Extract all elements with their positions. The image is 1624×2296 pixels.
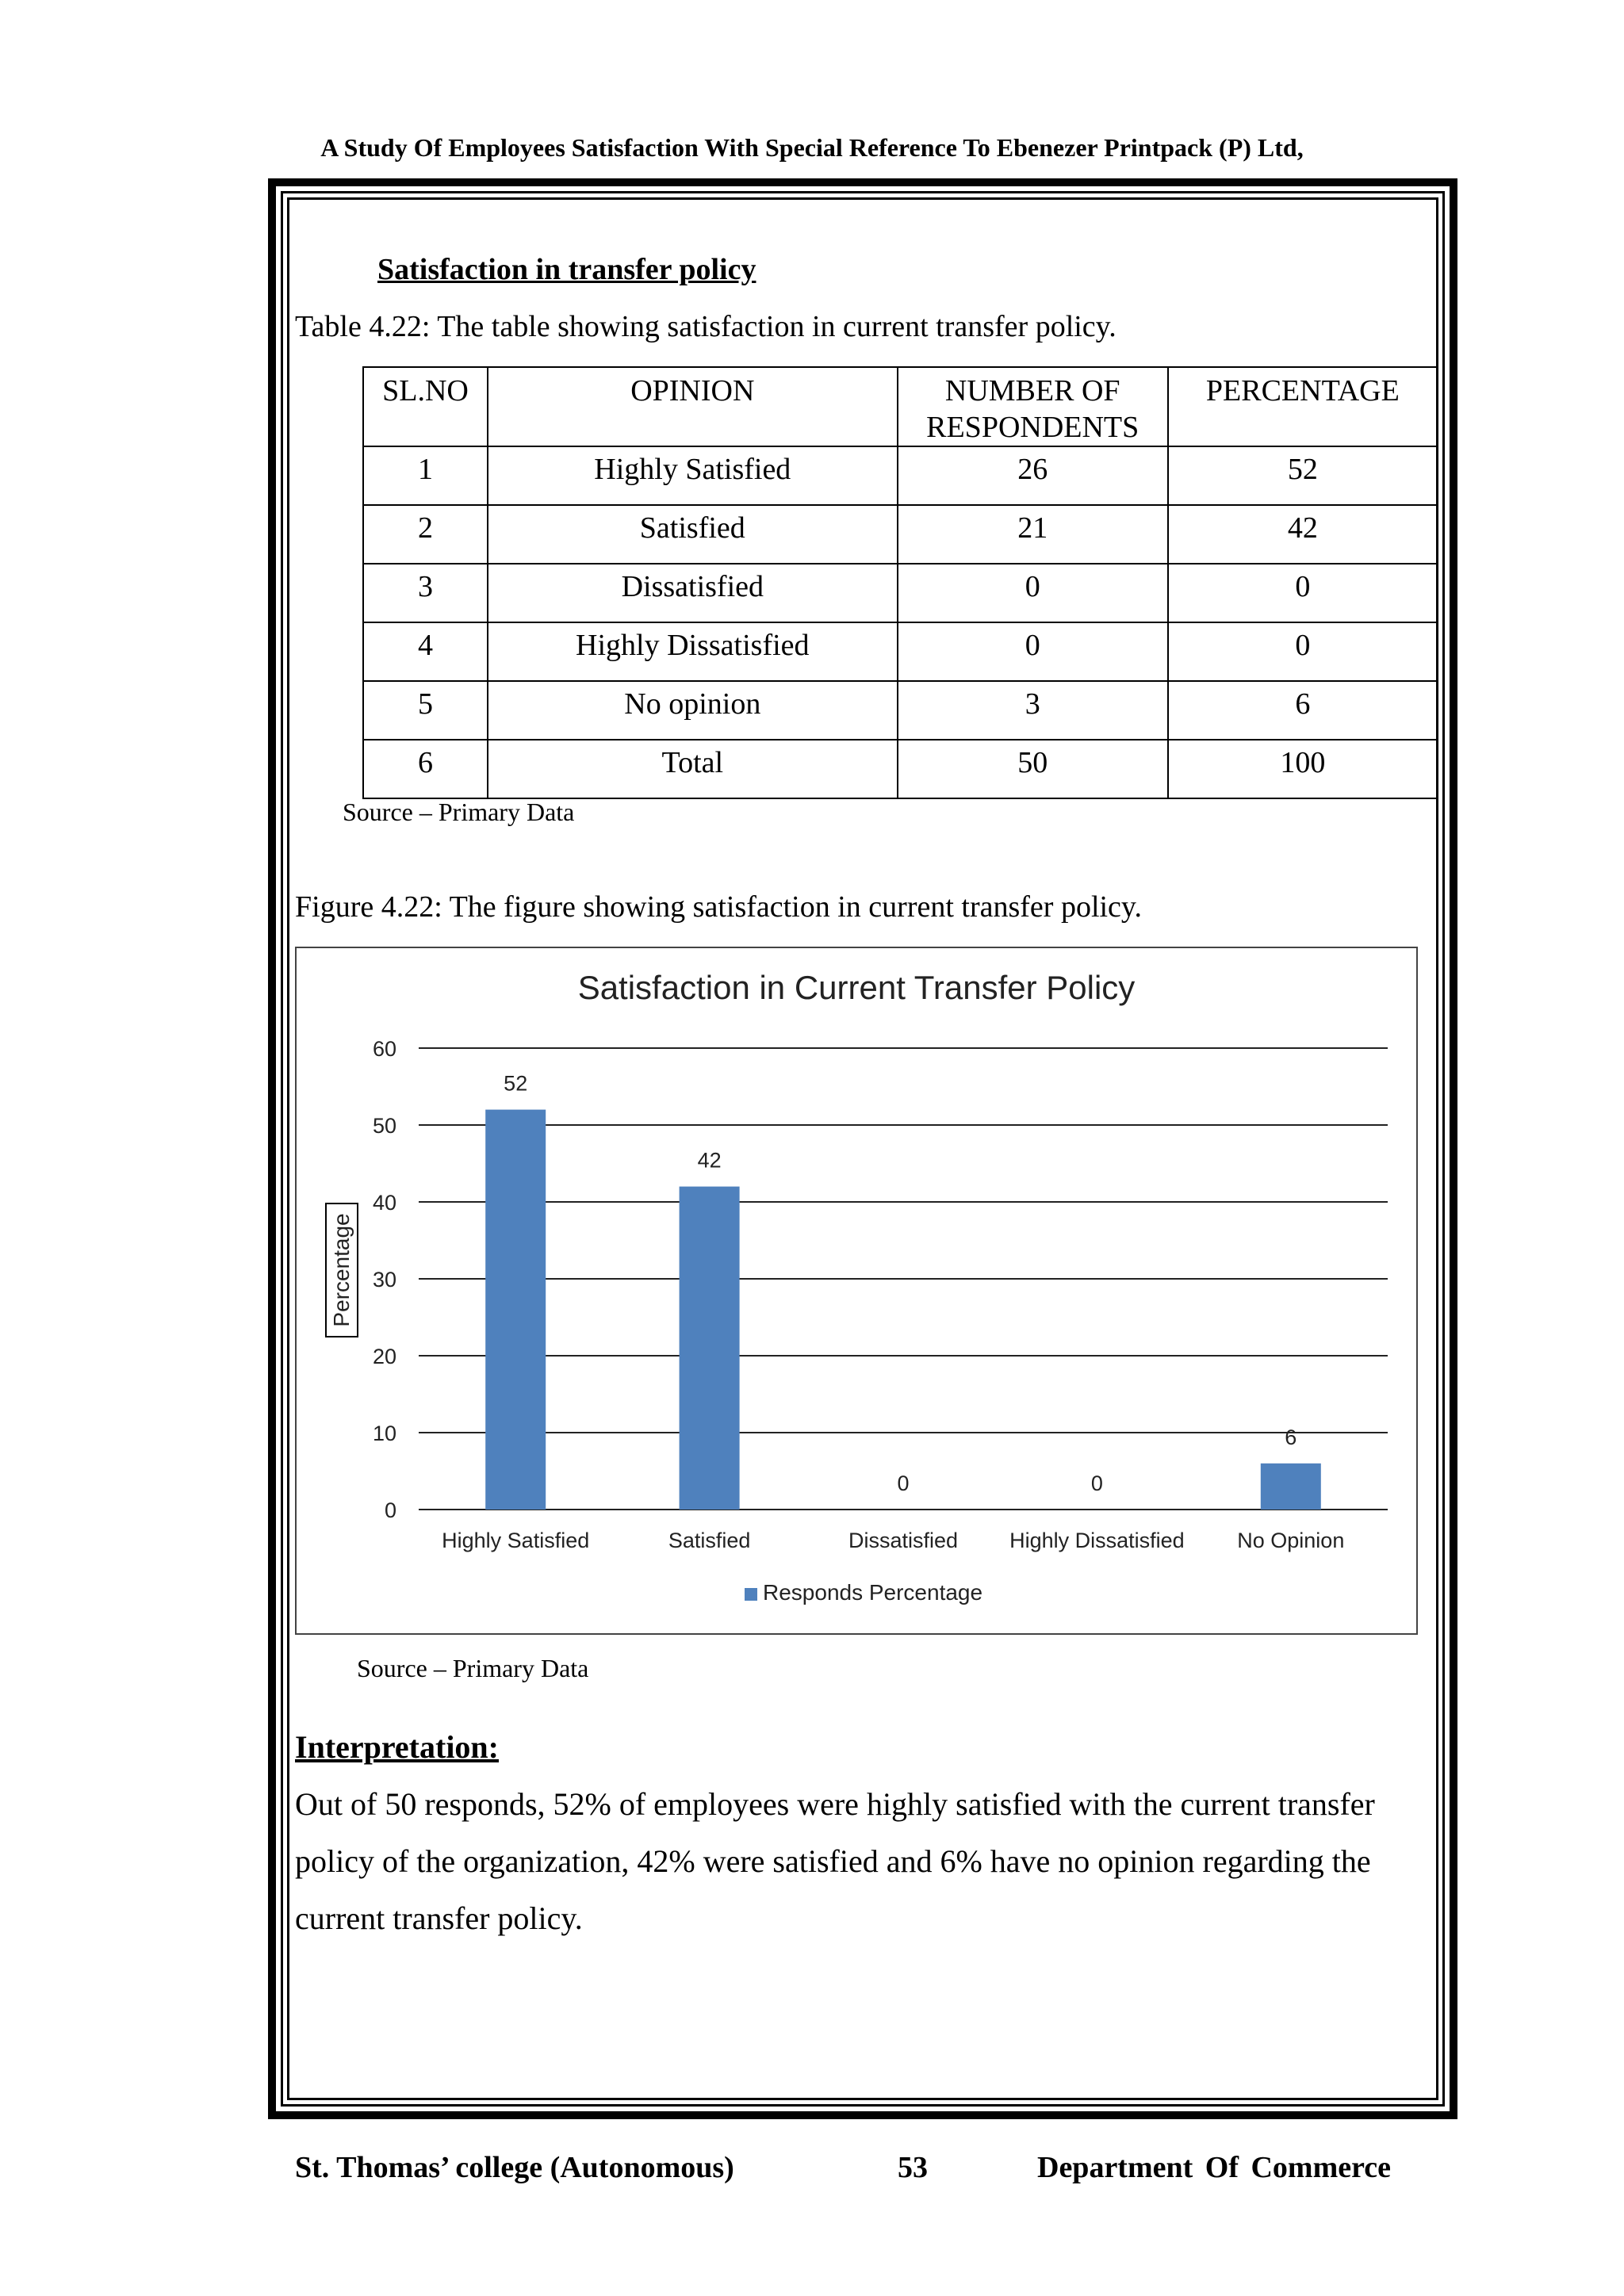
header-respondents: NUMBER OF RESPONDENTS xyxy=(898,367,1168,446)
table-source: Source – Primary Data xyxy=(343,798,575,826)
table-row xyxy=(363,622,1438,681)
cell-respondents: 0 xyxy=(898,622,1168,681)
interpretation-text: Out of 50 responds, 52% of employees were highly satisfied with the current transfer policy of the organization, 42% were satisfied and 6% have no opinion regarding the current transfer policy. xyxy=(295,1786,1375,1936)
cell-percentage: 0 xyxy=(1168,622,1438,681)
cell-opinion: No opinion xyxy=(488,681,898,740)
y-tick-label: 60 xyxy=(372,1037,396,1061)
cell-opinion: Dissatisfied xyxy=(488,564,898,622)
table-header-row xyxy=(363,367,1438,446)
cell-percentage: 42 xyxy=(1168,505,1438,564)
cell-percentage: 0 xyxy=(1168,564,1438,622)
x-tick-label: Highly Dissatisfied xyxy=(1009,1529,1185,1552)
cell-opinion: Highly Dissatisfied xyxy=(488,622,898,681)
data-label: 52 xyxy=(504,1071,528,1096)
table-row xyxy=(363,564,1438,622)
cell-respondents: 0 xyxy=(898,564,1168,622)
x-tick-label: Satisfied xyxy=(668,1529,751,1552)
table-row xyxy=(363,740,1438,798)
data-label: 42 xyxy=(697,1148,722,1173)
data-label: 0 xyxy=(1090,1471,1103,1495)
bar xyxy=(680,1187,740,1510)
y-axis-title xyxy=(326,1203,358,1337)
footer-college: St. Thomas’ college (Autonomous) xyxy=(295,2151,734,2184)
chart-data-labels xyxy=(504,1072,1297,1495)
y-axis-label: Percentage xyxy=(329,1213,354,1327)
bar xyxy=(1261,1464,1321,1510)
cell-respondents: 50 xyxy=(898,740,1168,798)
y-tick-label: 30 xyxy=(372,1268,396,1292)
cell-sl: 6 xyxy=(363,740,488,798)
legend-swatch xyxy=(745,1588,757,1601)
header-sl-no: SL.NO xyxy=(363,367,488,446)
cell-respondents: 3 xyxy=(898,681,1168,740)
bar-chart xyxy=(297,948,1416,1633)
interpretation-heading: Interpretation: xyxy=(295,1729,499,1765)
table-row xyxy=(363,446,1438,505)
x-tick-label: No Opinion xyxy=(1237,1529,1345,1552)
table-row xyxy=(363,505,1438,564)
cell-sl: 1 xyxy=(363,446,488,505)
cell-sl: 3 xyxy=(363,564,488,622)
legend-label: Responds Percentage xyxy=(763,1580,983,1605)
bar xyxy=(485,1110,546,1510)
cell-respondents: 21 xyxy=(898,505,1168,564)
header-opinion: OPINION xyxy=(488,367,898,446)
figure-caption: Figure 4.22: The figure showing satisfaction in current transfer policy. xyxy=(295,890,1142,924)
cell-opinion: Satisfied xyxy=(488,505,898,564)
cell-percentage: 52 xyxy=(1168,446,1438,505)
cell-opinion: Total xyxy=(488,740,898,798)
opinion-table xyxy=(362,366,1438,799)
cell-respondents: 26 xyxy=(898,446,1168,505)
chart-container xyxy=(295,947,1418,1635)
running-header: A Study Of Employees Satisfaction With Special Reference To Ebenezer Printpack (P) Ltd, xyxy=(320,133,1304,162)
cell-percentage: 100 xyxy=(1168,740,1438,798)
table-caption: Table 4.22: The table showing satisfaction in current transfer policy. xyxy=(295,310,1116,343)
figure-source: Source – Primary Data xyxy=(357,1654,589,1682)
y-tick-label: 40 xyxy=(372,1191,396,1215)
chart-bars xyxy=(485,1110,1321,1510)
cell-sl: 4 xyxy=(363,622,488,681)
y-tick-label: 20 xyxy=(372,1345,396,1368)
cell-opinion: Highly Satisfied xyxy=(488,446,898,505)
chart-legend xyxy=(745,1580,982,1605)
y-tick-label: 0 xyxy=(384,1498,396,1522)
x-tick-label: Highly Satisfied xyxy=(442,1529,590,1552)
footer-page-number: 53 xyxy=(898,2151,928,2184)
cell-percentage: 6 xyxy=(1168,681,1438,740)
footer-department: Department Of Commerce xyxy=(1037,2151,1392,2184)
table-row xyxy=(363,681,1438,740)
header-percentage: PERCENTAGE xyxy=(1168,367,1438,446)
chart-gridlines xyxy=(419,1048,1388,1510)
cell-sl: 5 xyxy=(363,681,488,740)
chart-x-ticks xyxy=(442,1529,1344,1552)
y-tick-label: 50 xyxy=(372,1114,396,1138)
section-heading: Satisfaction in transfer policy xyxy=(377,253,756,286)
chart-title: Satisfaction in Current Transfer Policy xyxy=(577,969,1136,1006)
x-tick-label: Dissatisfied xyxy=(848,1529,959,1552)
cell-sl: 2 xyxy=(363,505,488,564)
data-label: 0 xyxy=(897,1471,910,1495)
chart-y-ticks xyxy=(373,1037,396,1522)
data-label: 6 xyxy=(1285,1425,1297,1449)
y-tick-label: 10 xyxy=(372,1422,396,1445)
